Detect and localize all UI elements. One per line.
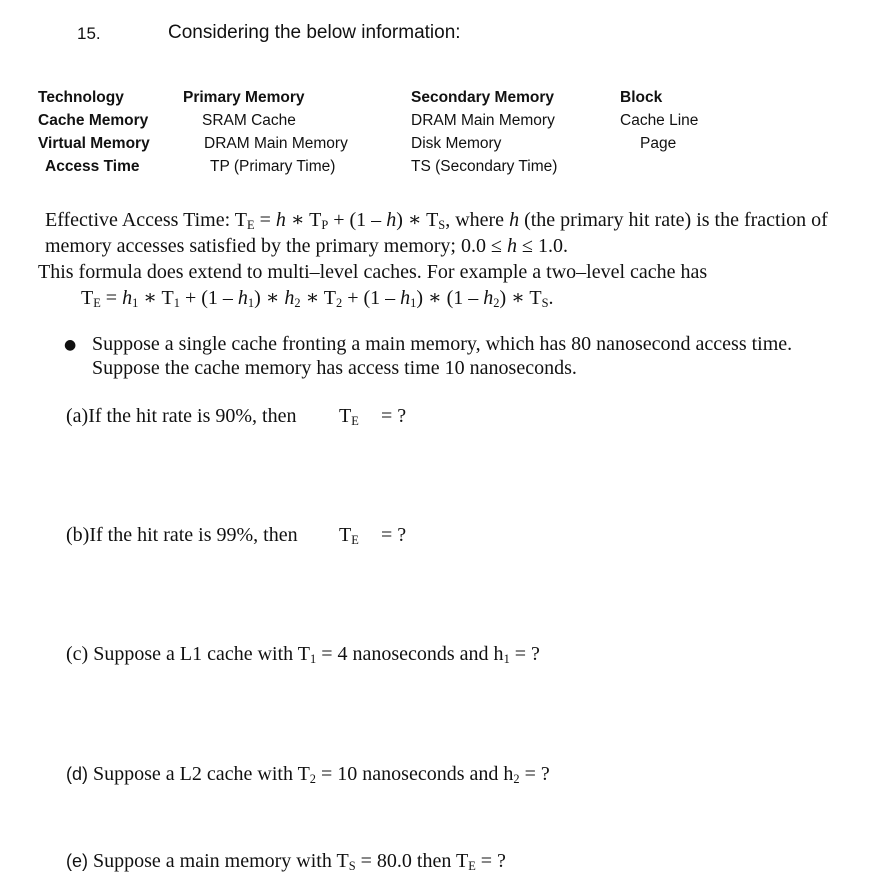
- part-b-te: $T_E$: [339, 524, 359, 548]
- table-cell: Cache Line: [620, 112, 699, 129]
- table-cell: Page: [640, 135, 677, 152]
- formula-line-2: memory accesses satisfied by the primary memory; 0.0 ≤ h ≤ 1.0.: [45, 235, 568, 257]
- table-cell: DRAM Main Memory: [204, 135, 348, 152]
- table-cell: DRAM Main Memory: [411, 112, 555, 129]
- table-header-technology: Technology: [38, 89, 124, 106]
- table-header-block: Block: [620, 89, 663, 106]
- bullet-line-1: Suppose a single cache fronting a main memory, which has 80 nanosecond access time.: [92, 333, 793, 355]
- bullet-line-2: Suppose the cache memory has access time 10 nanoseconds.: [92, 357, 577, 379]
- part-a: (a)If the hit rate is 90%, then: [66, 405, 297, 427]
- table-row-label-cache: Cache Memory: [38, 112, 149, 129]
- part-a-answer: = ?: [381, 405, 407, 427]
- question-number: 15.: [77, 24, 101, 43]
- table-cell: TP (Primary Time): [210, 158, 336, 175]
- table-row-label-virtual: Virtual Memory: [38, 135, 150, 152]
- question-title: Considering the below information:: [168, 22, 461, 43]
- table-header-secondary: Secondary Memory: [411, 89, 554, 106]
- part-d: (d) Suppose a L2 cache with $T_2 = 10$ nanoseconds and $h_2$ = ?: [66, 763, 550, 787]
- table-cell: TS (Secondary Time): [411, 158, 558, 175]
- formula-line-4: $T_E = h_1$ ∗ $T_1 + (1 - h_1)$ ∗ $h_2$ ∗ $T_2 + (1 - h_1)$ ∗ $(1 - h_2)$ ∗ $T_S$.: [81, 287, 554, 311]
- table-cell: Disk Memory: [411, 135, 502, 152]
- table-header-primary: Primary Memory: [183, 89, 305, 106]
- formula-line-1: Effective Access Time: $T_E = h$ ∗ $T_P + (1 - h)$ ∗ $T_S$, where h (the primary hit rate) is the fraction of: [45, 209, 828, 233]
- part-e: (e) Suppose a main memory with $T_S = 80.0$ then $T_E$ = ?: [66, 850, 506, 874]
- table-cell: SRAM Cache: [202, 112, 296, 129]
- table-row-label-access: Access Time: [45, 158, 140, 175]
- part-a-te: $T_E$: [339, 405, 359, 429]
- part-b: (b)If the hit rate is 99%, then: [66, 524, 298, 546]
- part-c: (c) Suppose a L1 cache with $T_1 = 4$ nanoseconds and $h_1$ = ?: [66, 643, 540, 667]
- bullet-icon: ●: [64, 337, 77, 353]
- part-b-answer: = ?: [381, 524, 407, 546]
- formula-line-3: This formula does extend to multi–level caches. For example a two–level cache has: [38, 261, 708, 283]
